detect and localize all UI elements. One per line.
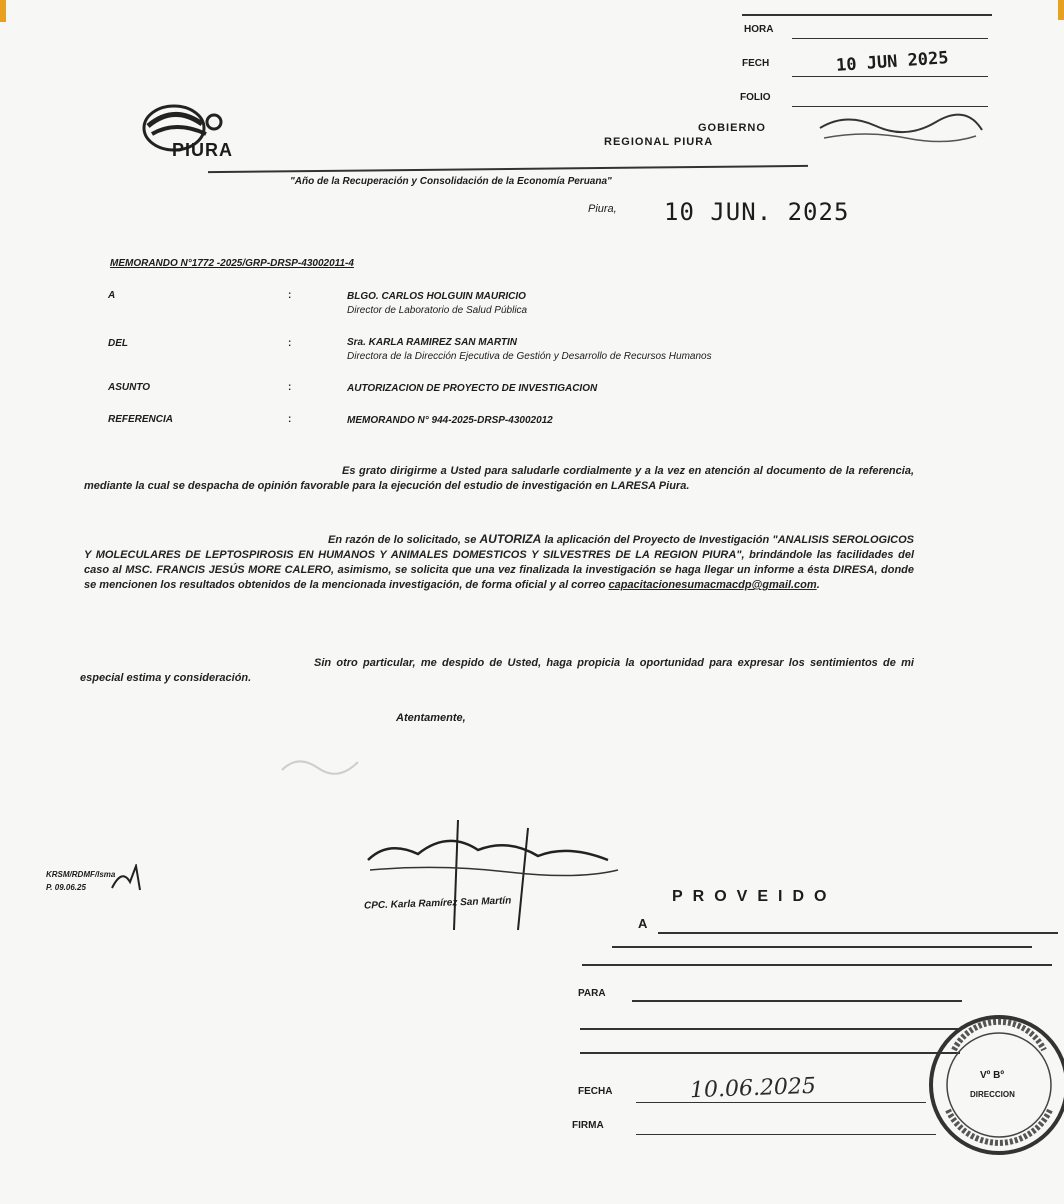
corner-mark-left (0, 0, 6, 22)
signer-name: CPC. Karla Ramírez San Martín (363, 895, 512, 912)
body-paragraph-3 (80, 656, 914, 686)
closing-text: Atentamente, (396, 712, 466, 724)
initials-block (46, 870, 115, 892)
para1-text: Es grato dirigirme a Usted para saludarle cordialmente y a la vez en atención al documento de la referencia, mediante la cual se despacha de opinión favorable para la ejecución del estudio de investigación en LARESA Piura. (84, 465, 914, 492)
year-motto: "Año de la Recuperación y Consolidación de la Economía Peruana" (290, 176, 612, 187)
row-label-referencia: REFERENCIA (108, 414, 174, 425)
row-colon-referencia: : (288, 414, 292, 425)
stamp-firma-label: FIRMA (572, 1120, 604, 1131)
para2-text-pre: En razón de lo solicitado, se (328, 534, 480, 546)
row-value-asunto: AUTORIZACION DE PROYECTO DE INVESTIGACION (347, 383, 598, 394)
faint-scribble-icon (278, 748, 378, 778)
stamp-para-label: PARA (578, 988, 606, 999)
circular-seal (924, 1010, 1064, 1160)
stamp-fecha-label: FECH (742, 58, 770, 69)
initials-scribble-icon (106, 864, 166, 894)
gov-line2: REGIONAL PIURA (604, 136, 714, 148)
stamp-a-label: A (638, 916, 648, 931)
date-code-text: P. 09.06.25 (46, 883, 86, 892)
row-value-del (347, 336, 712, 364)
body-paragraph-2 (84, 532, 914, 593)
para3-text: Sin otro particular, me despido de Usted, haga propicia la oportunidad para expresar los sentimientos de mi especial estima y consideración. (80, 657, 914, 684)
row-label-asunto: ASUNTO (108, 382, 151, 393)
row-colon-a: : (288, 290, 292, 301)
stamp-folio-label: FOLIO (740, 92, 771, 103)
row-value-del-line2: Directora de la Dirección Ejecutiva de Gestión y Desarrollo de Recursos Humanos (347, 351, 712, 362)
stamp-proveido: PROVEIDO (672, 888, 837, 905)
reception-stamp-top (732, 12, 1000, 150)
row-value-a-line1: BLGO. CARLOS HOLGUIN MAURICIO (347, 291, 526, 302)
memo-number: MEMORANDO N°1772 -2025/GRP-DRSP-43002011-4 (110, 258, 354, 269)
header-rule (208, 165, 808, 173)
row-value-a (347, 290, 527, 318)
corner-mark-right (1058, 0, 1064, 20)
para2-text-post: la aplicación del Proyecto de Investigación "ANALISIS SEROLOGICOS Y MOLECULARES DE LEPTOSPIROSIS EN HUMANOS Y ANIMALES DOMESTICOS Y SILVESTRES DE LA REGION PIURA", brindándole las facilidades del caso al MSC. FRANCIS JESÚS MORE CALERO, asimismo, se solicita que una vez finalizada la investigación se haga llegar un informe a ésta DIRESA, donde se mencionen los resultados obtenidos de la mencionada investigación, de forma oficial y al correo (84, 534, 914, 591)
stamp-fecha-value: 10.06.2025 (689, 1073, 817, 1104)
row-colon-del: : (288, 338, 292, 349)
seal-text-vobo: Vº Bº (980, 1070, 1004, 1081)
row-label-del: DEL (108, 338, 128, 349)
seal-icon (924, 1010, 1064, 1160)
para2-email: capacitacionesumacmacdp@gmail.com (608, 579, 817, 591)
region-logo (136, 98, 256, 162)
para2-authorize: AUTORIZA (479, 532, 542, 546)
row-colon-asunto: : (288, 382, 292, 393)
logo-text: PIURA (172, 140, 234, 160)
row-value-a-line2: Director de Laboratorio de Salud Pública (347, 305, 528, 316)
scribble-icon (816, 108, 986, 144)
initials-text: KRSM/RDMF/lsma (46, 870, 116, 879)
stamp-fecha-label: FECHA (578, 1086, 613, 1097)
para2-end: . (816, 579, 820, 591)
faint-mark (278, 748, 378, 778)
gov-line1: GOBIERNO (698, 122, 766, 134)
reception-stamp-bottom (572, 880, 1064, 1200)
seal-text-direccion: DIRECCION (970, 1090, 1015, 1099)
row-value-referencia: MEMORANDO N° 944-2025-DRSP-43002012 (347, 415, 553, 426)
stamp-scribble-top (816, 108, 986, 144)
row-value-del-line1: Sra. KARLA RAMIREZ SAN MARTIN (347, 337, 518, 348)
body-paragraph-1 (84, 464, 914, 494)
date-city: Piura, (588, 203, 617, 215)
stamp-date-value: 10 JUN 2025 (835, 48, 950, 76)
memo-date: 10 JUN. 2025 (664, 198, 850, 226)
row-label-a: A (108, 290, 116, 301)
stamp-hora-label: HORA (744, 24, 774, 35)
